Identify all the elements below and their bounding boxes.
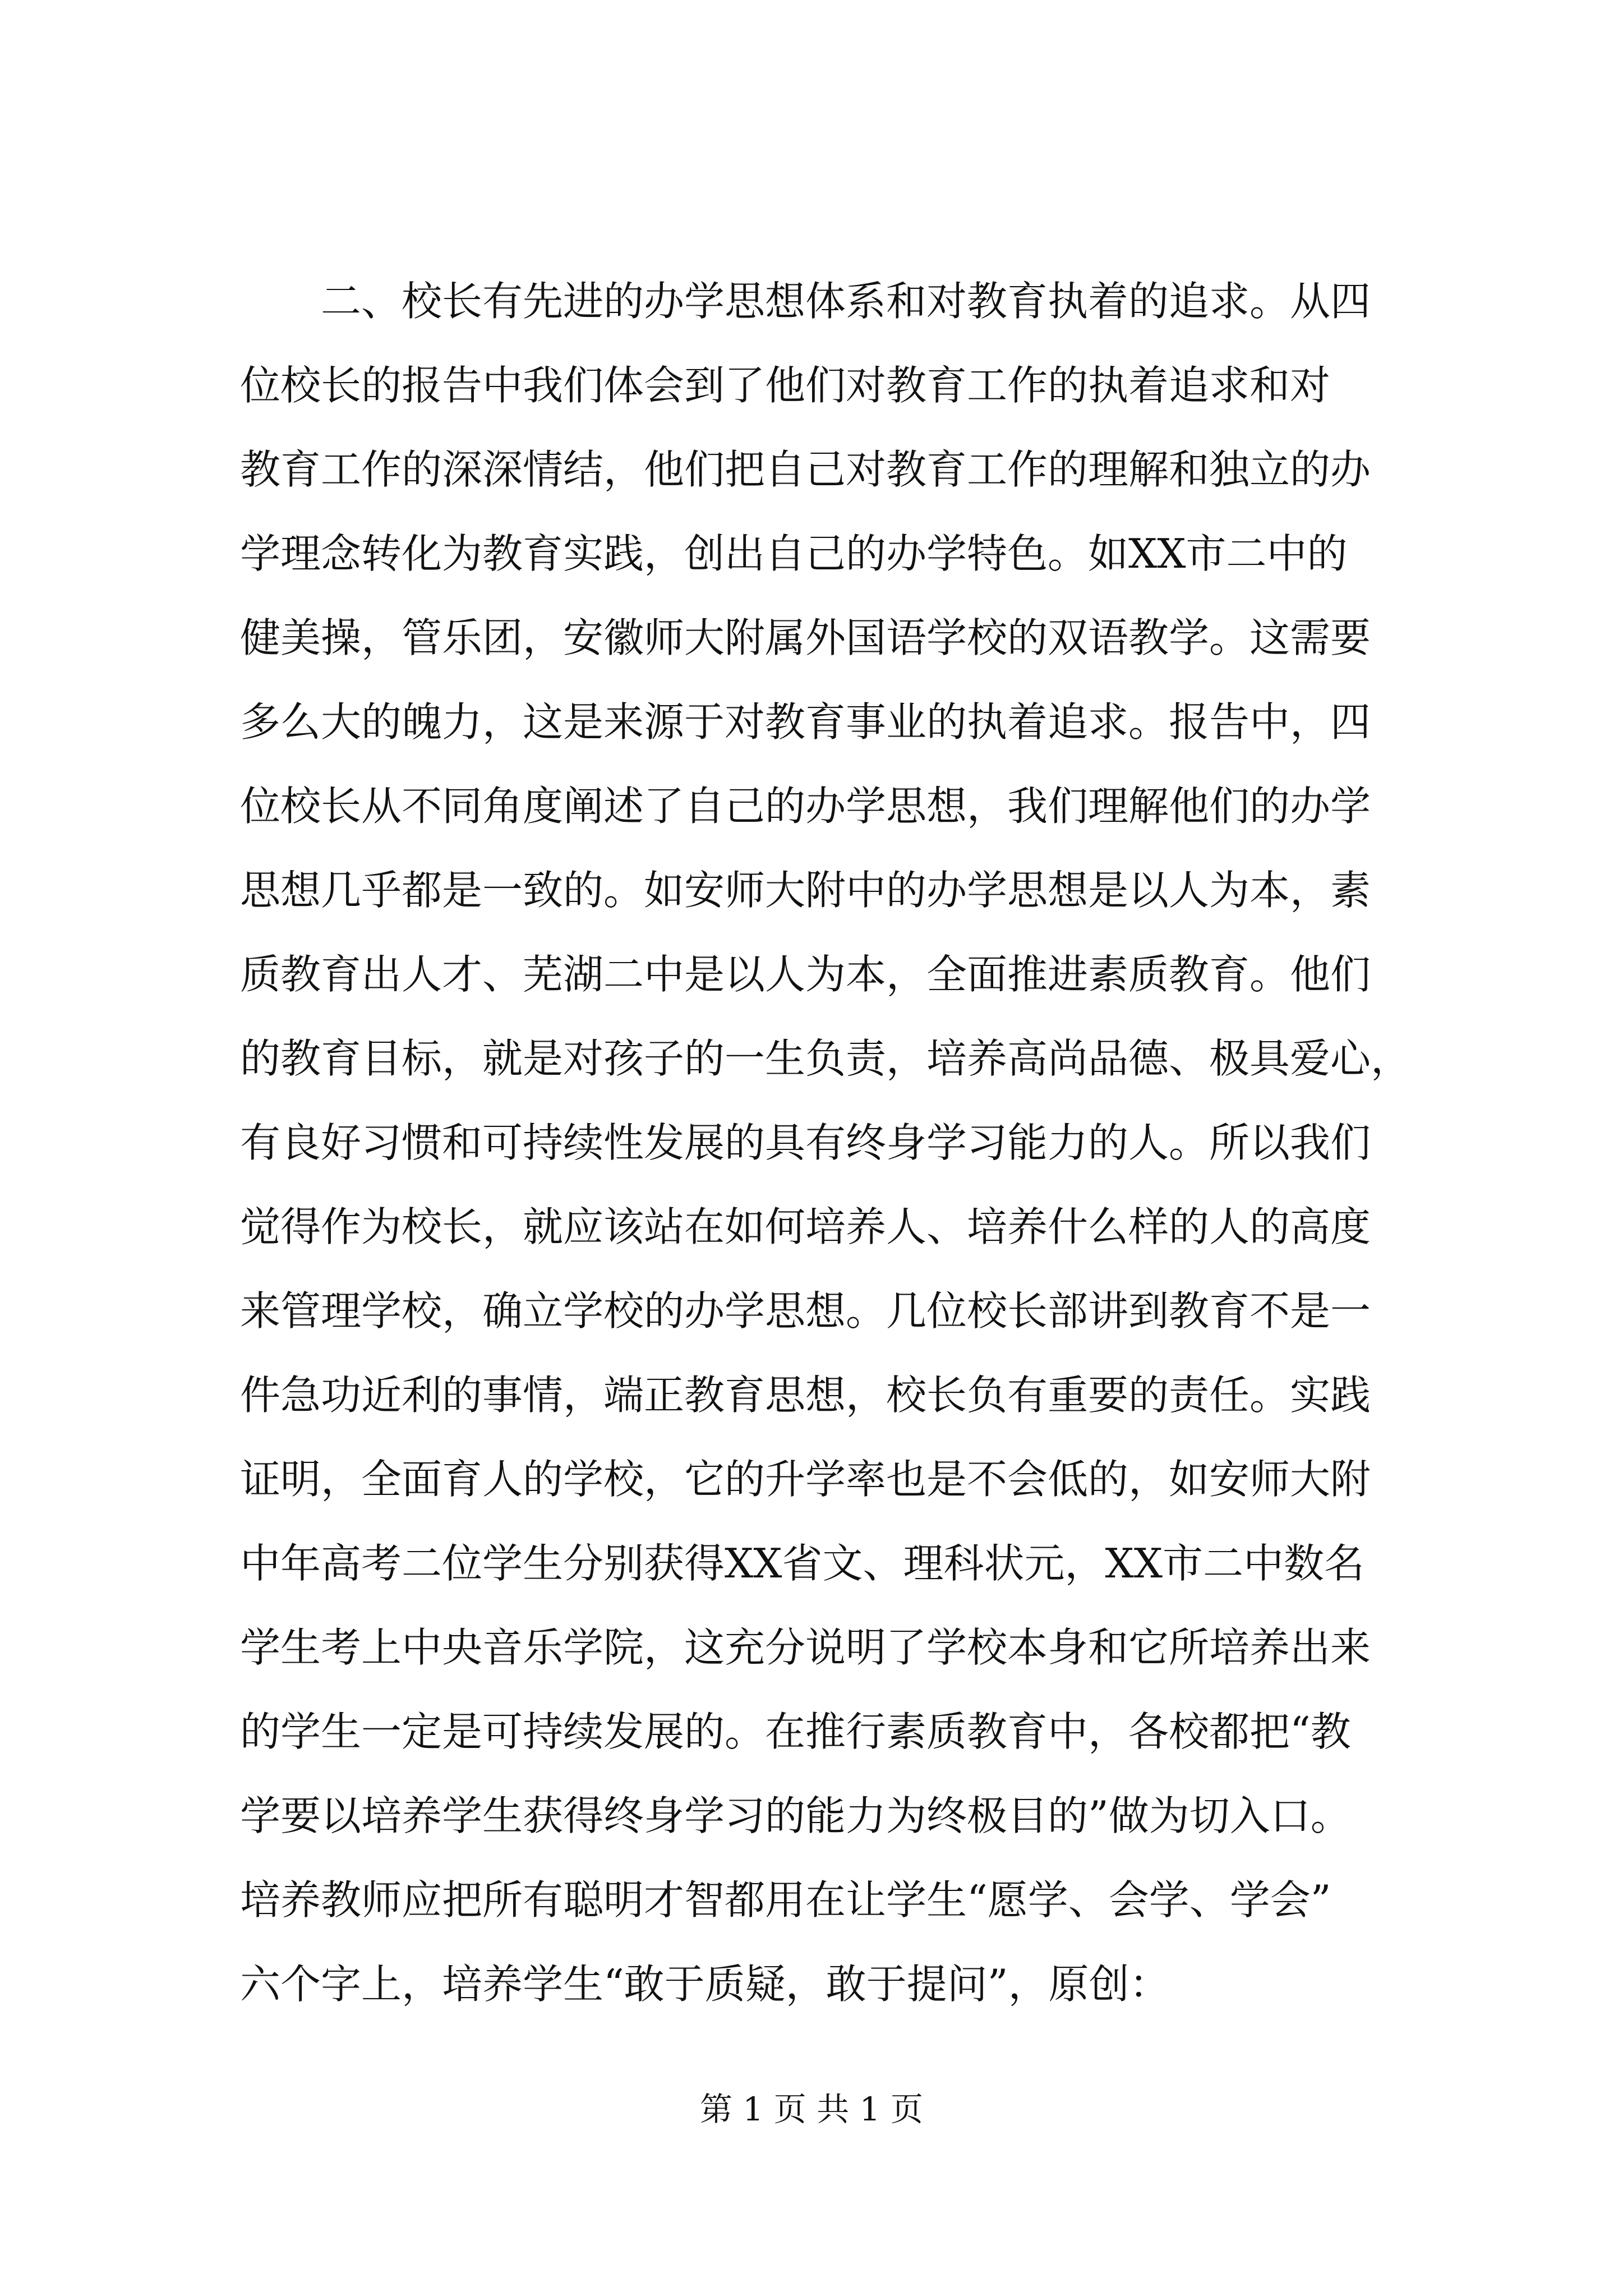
- paragraph-line: 多么大的魄力，这是来源于对教育事业的执着追求。报告中，四: [240, 698, 1371, 746]
- paragraph-line: 教育工作的深深情结，他们把自己对教育工作的理解和独立的办: [240, 446, 1371, 493]
- paragraph-line: 六个字上，培养学生“敢于质疑，敢于提问”，原创：: [240, 1961, 1170, 2008]
- paragraph-line: 质教育出人才、芜湖二中是以人为本，全面推进素质教育。他们: [240, 951, 1371, 998]
- paragraph-line: 觉得作为校长，就应该站在如何培养人、培养什么样的人的高度: [240, 1203, 1371, 1250]
- paragraph-line: 学生考上中央音乐学院，这充分说明了学校本身和它所培养出来: [240, 1624, 1371, 1671]
- paragraph-line: 学要以培养学生获得终身学习的能力为终极目的”做为切入口。: [240, 1792, 1351, 1839]
- paragraph-line: 中年高考二位学生分别获得XX省文、理科状元，XX市二中数名: [240, 1540, 1365, 1587]
- paragraph-line: 来管理学校，确立学校的办学思想。几位校长部讲到教育不是一: [240, 1287, 1371, 1335]
- paragraph-line: 的教育目标，就是对孩子的一生负责，培养高尚品德、极具爱心，: [240, 1035, 1412, 1082]
- paragraph-line: 的学生一定是可持续发展的。在推行素质教育中，各校都把“教: [240, 1708, 1351, 1755]
- paragraph-line: 学理念转化为教育实践，创出自己的办学特色。如XX市二中的: [240, 530, 1348, 577]
- paragraph-line: 有良好习惯和可持续性发展的具有终身学习能力的人。所以我们: [240, 1119, 1371, 1166]
- paragraph-line: 位校长的报告中我们体会到了他们对教育工作的执着追求和对: [240, 362, 1331, 409]
- paragraph-line: 二、校长有先进的办学思想体系和对教育执着的追求。从四: [240, 278, 1371, 325]
- paragraph-line: 件急功近利的事情，端正教育思想，校长负有重要的责任。实践: [240, 1372, 1371, 1419]
- body-paragraph: [240, 259, 1412, 2026]
- page-number: 第 1 页 共 1 页: [700, 2090, 923, 2128]
- paragraph-line: 培养教师应把所有聪明才智都用在让学生“愿学、会学、学会”: [240, 1876, 1331, 1924]
- paragraph-line: 健美操，管乐团，安徽师大附属外国语学校的双语教学。这需要: [240, 614, 1371, 661]
- page-footer: [0, 2087, 1623, 2132]
- paragraph-line: 位校长从不同角度阐述了自己的办学思想，我们理解他们的办学: [240, 783, 1371, 830]
- paragraph-line: 思想几乎都是一致的。如安师大附中的办学思想是以人为本，素: [240, 867, 1371, 914]
- paragraph-line: 证明，全面育人的学校，它的升学率也是不会低的，如安师大附: [240, 1456, 1371, 1503]
